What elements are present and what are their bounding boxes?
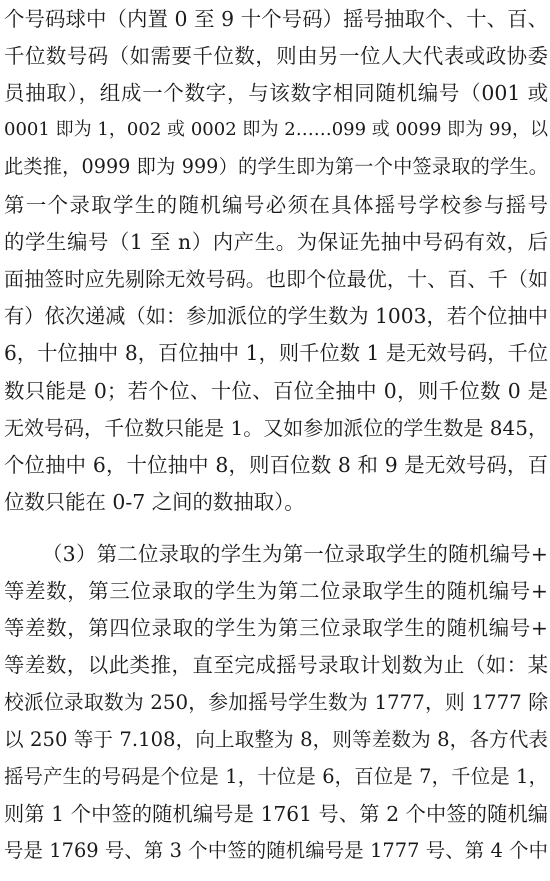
text-line: 0001 即为 1，002 或 0002 即为 2……099 或 0099 即为 99，以: [4, 119, 548, 140]
text-line: （3）第二位录取的学生为第一位录取学生的随机编号+: [42, 542, 548, 566]
text-line: 数只能是 0；若个位、十位、百位全抽中 0，则千位数 0 是: [4, 379, 548, 403]
text-line: 等差数，第四位录取的学生为第三位录取学生的随机编号+: [4, 616, 548, 640]
text-line: 以 250 等于 7.108，向上取整为 8，则等差数为 8，各方代表: [4, 728, 548, 751]
text-line: 面抽签时应先剔除无效号码。也即个位最优，十、百、千（如: [4, 267, 548, 291]
text-line: 员抽取），组成一个数字，与该数字相同随机编号（001 或: [4, 81, 548, 105]
text-line: 等差数，以此类推，直至完成摇号录取计划数为止（如：某: [4, 653, 548, 677]
text-line: 等差数，第三位录取的学生为第二位录取学生的随机编号+: [4, 579, 548, 603]
text-line: 则第 1 个中签的随机编号是 1761 号、第 2 个中签的随机编: [4, 802, 548, 826]
text-line: 摇号产生的号码是个位是 1，十位是 6，百位是 7，千位是 1，: [4, 765, 548, 788]
text-line: 位数只能在 0-7 之间的数抽取）。: [4, 490, 305, 514]
text-line: 无效号码，千位数只能是 1。又如参加派位的学生数是 845，: [4, 416, 548, 440]
text-line: 个号码球中（内置 0 至 9 十个号码）摇号抽取个、十、百、: [4, 7, 548, 31]
text-line: 千位数号码（如需要千位数，则由另一位人大代表或政协委: [4, 44, 548, 68]
text-line: 第一个录取学生的随机编号必须在具体摇号学校参与摇号: [4, 193, 548, 217]
text-line: 的学生编号（1 至 n）内产生。为保证先抽中号码有效，后: [4, 230, 548, 254]
text-line: 此类推，0999 即为 999）的学生即为第一个中签录取的学生。: [4, 155, 548, 178]
text-line: 6，十位抽中 8，百位抽中 1，则千位数 1 是无效号码，千位: [4, 341, 548, 365]
text-line: 有）依次递减（如：参加派位的学生数为 1003，若个位抽中: [4, 304, 548, 328]
text-line: 个位抽中 6，十位抽中 8，则百位数 8 和 9 是无效号码，百: [4, 453, 548, 477]
text-line: 校派位录取数为 250，参加摇号学生数为 1777，则 1777 除: [4, 691, 548, 714]
text-line: 号是 1769 号、第 3 个中签的随机编号是 1777 号、第 4 个中: [4, 839, 548, 862]
